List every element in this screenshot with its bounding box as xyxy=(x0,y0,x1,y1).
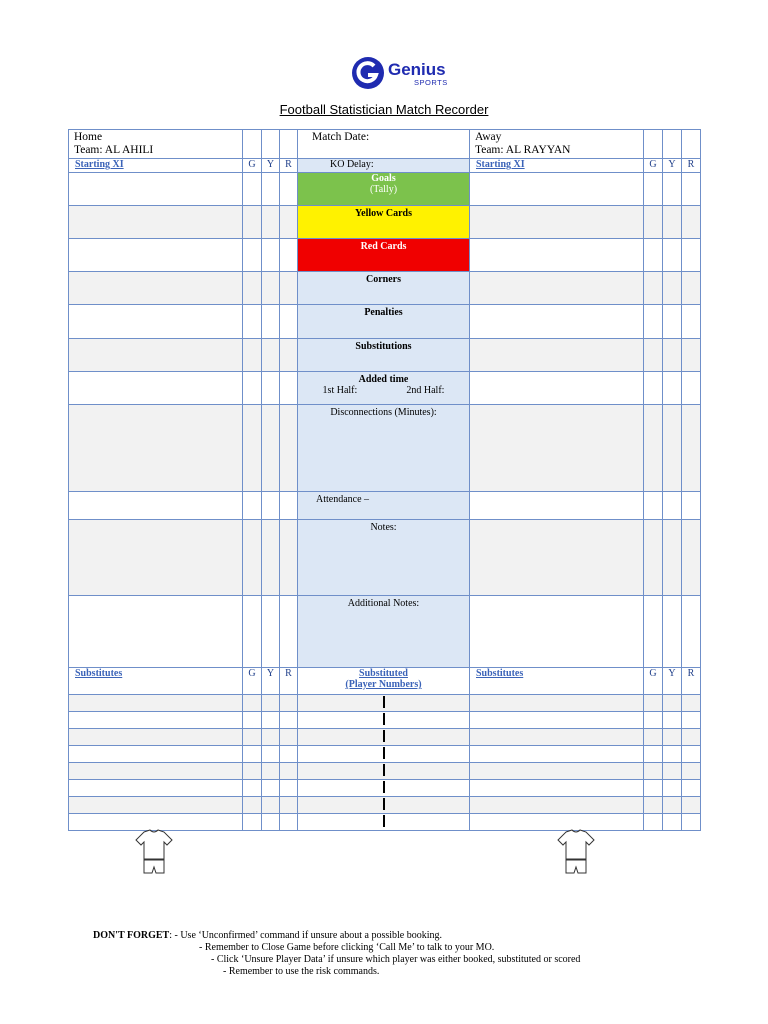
sub-row[interactable] xyxy=(69,729,243,746)
match-date: Match Date: xyxy=(298,130,470,159)
added-time-cell[interactable] xyxy=(298,372,470,405)
red-cards-cell[interactable]: Red Cards xyxy=(298,239,470,272)
added-time-label: Added time xyxy=(358,374,409,385)
away-sub-col-g: G xyxy=(644,668,663,695)
substitutions-cell[interactable]: Substitutions xyxy=(298,339,470,372)
tally-label: (Tally) xyxy=(369,184,398,195)
sub-divider xyxy=(298,780,470,797)
home-sub-col-r: R xyxy=(280,668,298,695)
home-col-g: G xyxy=(243,159,262,173)
player-numbers-label: (Player Numbers) xyxy=(345,679,422,690)
sub-divider xyxy=(298,729,470,746)
additional-notes-cell[interactable]: Additional Notes: xyxy=(298,596,470,668)
sub-row[interactable] xyxy=(69,763,243,780)
home-kit-icon xyxy=(134,829,174,877)
reminder-line-2: - Remember to Close Game before clicking ‘Call Me’ to talk to your MO. xyxy=(199,942,495,953)
away-col-y: Y xyxy=(663,159,682,173)
first-half-label: 1st Half: xyxy=(322,385,358,396)
home-col-y: Y xyxy=(262,159,280,173)
away-col-g: G xyxy=(644,159,663,173)
substituted-label: Substituted xyxy=(359,668,408,679)
goals-tally-cell[interactable] xyxy=(298,173,470,206)
ko-delay: KO Delay: xyxy=(298,159,470,173)
reminder-line-4: - Remember to use the risk commands. xyxy=(223,966,380,977)
goals-label: Goals xyxy=(371,173,396,184)
reminder-line-1: : - Use ‘Unconfirmed’ command if unsure about a possible booking. xyxy=(169,930,443,941)
away-substitutes-header: Substitutes xyxy=(470,668,644,695)
sub-row[interactable] xyxy=(69,780,243,797)
substituted-header xyxy=(298,668,470,695)
sub-divider xyxy=(298,746,470,763)
home-substitutes-header: Substitutes xyxy=(69,668,243,695)
match-recorder-table xyxy=(68,129,700,833)
sub-divider xyxy=(298,814,470,831)
corners-cell[interactable]: Corners xyxy=(298,272,470,305)
footer-reminders xyxy=(93,930,580,978)
home-team: Team: AL AHILI xyxy=(74,144,154,156)
yellow-cards-cell[interactable]: Yellow Cards xyxy=(298,206,470,239)
home-label: Home xyxy=(74,131,103,143)
away-starting-xi-header: Starting XI xyxy=(470,159,644,173)
logo-name: Genius xyxy=(388,60,446,79)
home-starting-xi-header: Starting XI xyxy=(69,159,243,173)
sub-divider xyxy=(298,712,470,729)
sub-row[interactable] xyxy=(69,712,243,729)
second-half-label: 2nd Half: xyxy=(406,385,445,396)
reminder-line-3: - Click ‘Unsure Player Data’ if unsure which player was either booked, substituted or scored xyxy=(211,954,581,965)
home-header xyxy=(69,130,243,159)
notes-cell[interactable]: Notes: xyxy=(298,520,470,596)
home-sub-col-g: G xyxy=(243,668,262,695)
disconnections-cell[interactable]: Disconnections (Minutes): xyxy=(298,405,470,492)
home-sub-col-y: Y xyxy=(262,668,280,695)
away-col-r: R xyxy=(682,159,701,173)
dont-forget-label: DON'T FORGET xyxy=(93,930,170,941)
away-kit-icon xyxy=(556,829,596,877)
attendance-cell[interactable]: Attendance – xyxy=(298,492,470,520)
away-team: Team: AL RAYYAN xyxy=(475,144,571,156)
logo-sub: SPORTS xyxy=(414,78,448,87)
sub-row[interactable] xyxy=(69,814,243,831)
away-label: Away xyxy=(475,131,502,143)
away-header xyxy=(470,130,644,159)
away-sub-col-y: Y xyxy=(663,668,682,695)
sub-divider xyxy=(298,695,470,712)
sub-row[interactable] xyxy=(69,746,243,763)
sub-divider xyxy=(298,797,470,814)
away-sub-col-r: R xyxy=(682,668,701,695)
sub-row[interactable] xyxy=(69,797,243,814)
home-col-r: R xyxy=(280,159,298,173)
document-title: Football Statistician Match Recorder xyxy=(279,102,489,117)
sub-row[interactable] xyxy=(69,695,243,712)
penalties-cell[interactable]: Penalties xyxy=(298,305,470,339)
sub-divider xyxy=(298,763,470,780)
